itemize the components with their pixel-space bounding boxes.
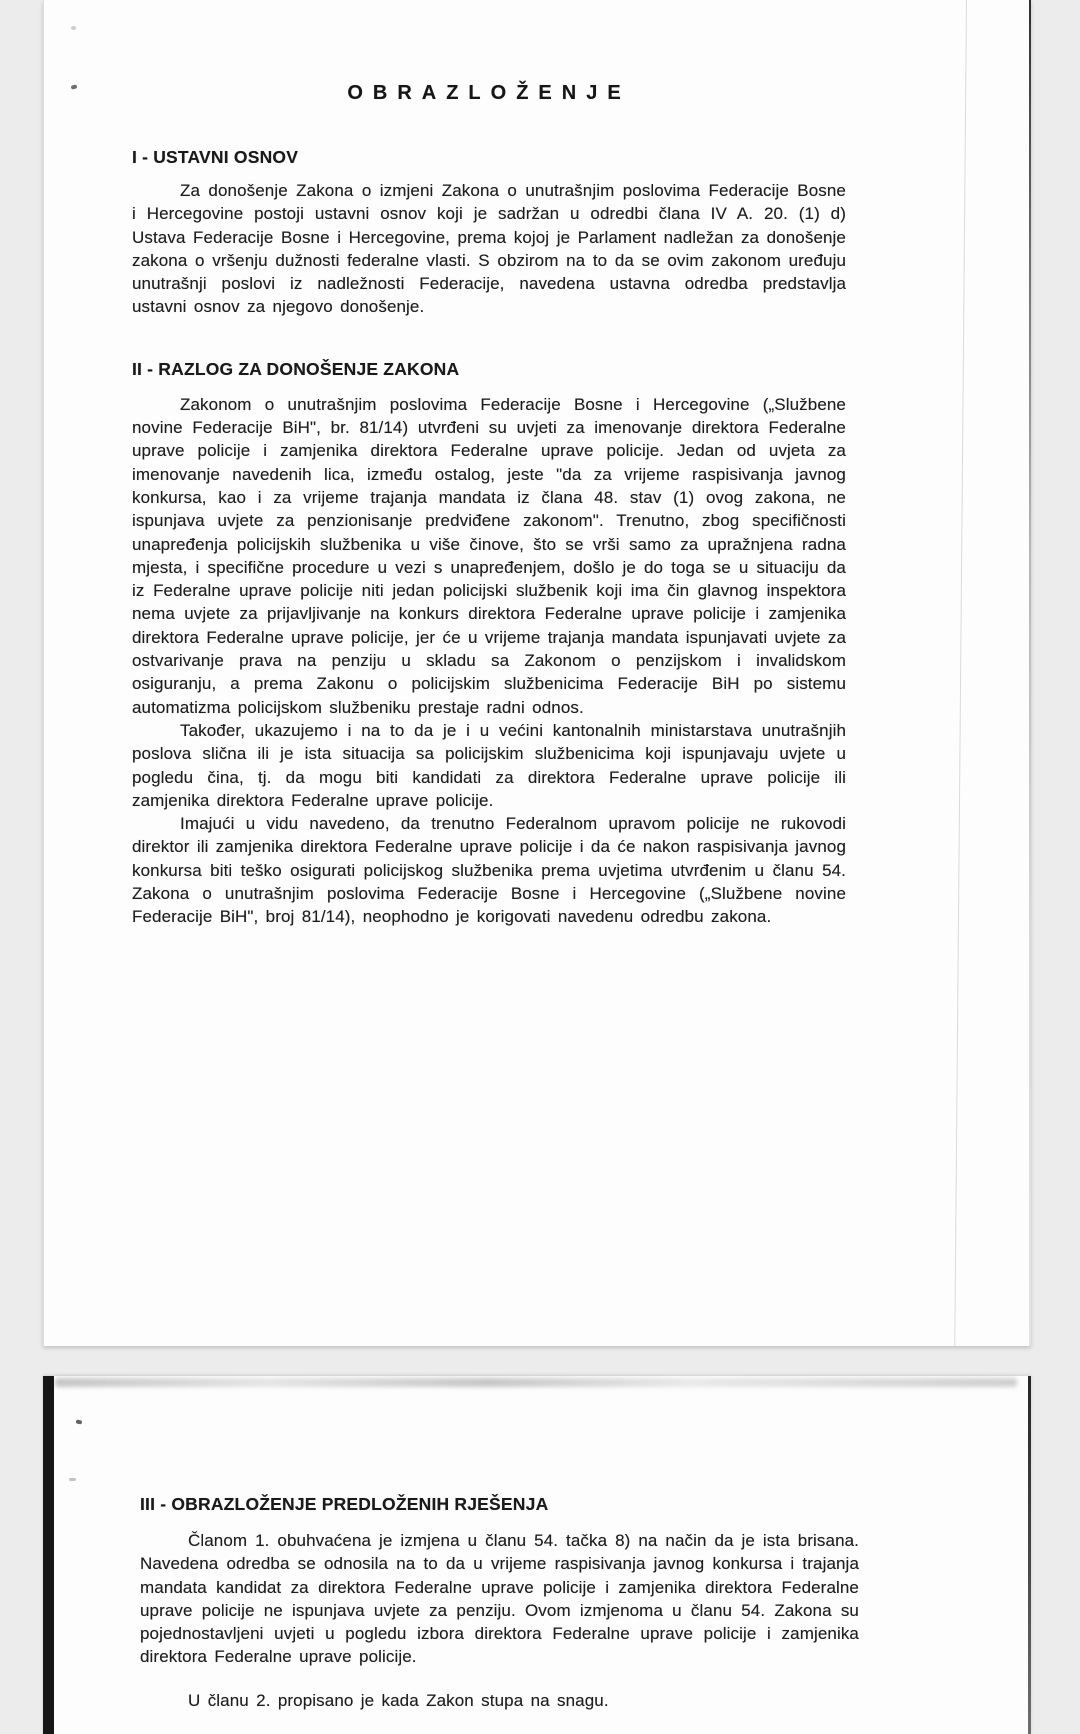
section-heading-razlog-za-donosenje: II - RAZLOG ZA DONOŠENJE ZAKONA — [132, 358, 460, 379]
page-1-content — [44, 82, 1031, 1428]
section-heading-ustavni-osnov: I - USTAVNI OSNOV — [132, 147, 299, 167]
scan-top-smudge — [55, 1378, 1017, 1387]
paragraph-clan-2: U članu 2. propisano je kada Zakon stupa na snagu. — [188, 1690, 609, 1710]
scan-artifact-speck — [76, 1420, 83, 1425]
paragraph-clan-1: Članom 1. obuhvaćena je izmjena u članu 54. tačka 8) na način da je ista brisana. Navedena odredba se odnosila na to da u vrijeme raspisivanja javnog konkursa i trajanja mandata kandidat za direktora Federalne uprave policije i zamjenika direktora Federalne uprave policije ne ispunjava uvjete za penziju. Ovom izmjenoma u članu 54. Zakona su pojednostavljeni uvjeti u pogledu izbora direktora Federalne uprave policije i zamjenika direktora Federalne uprave policije. — [140, 1531, 859, 1667]
document-title: OBRAZLOŽENJE — [347, 82, 631, 104]
paragraph-razlog-3: Imajući u vidu navedeno, da trenutno Federalnom upravom policije ne rukovodi direktor ili zamjenika direktora Federalne uprave policije i da će nakon raspisivanja javnog konkursa biti teško osigurati policijskog službenika prema uvjetima utvrđenim u članu 54. Zakona o unutrašnjim poslovima Federacije Bosne i Hercegovine („Službene novine Federacije BiH", broj 81/14), neophodno je korigovati navedenu odredbu zakona. — [132, 814, 846, 927]
scan-artifact-speck — [69, 1478, 76, 1481]
document-page-1 — [43, 0, 1031, 1346]
document-page-2 — [43, 1376, 1031, 1734]
paragraph-razlog-2: Također, ukazujemo i na to da je i u većini kantonalnih ministarstava unutrašnjih poslova slična ili je ista situacija sa policijskim službenicima koji ispunjavaju uvjete u pogledu čina, tj. da mogu biti kandidati za direktora Federalne uprave policije ili zamjenika direktora Federalne uprave policije. — [132, 720, 846, 810]
paragraph-razlog-1: Zakonom o unutrašnjim poslovima Federacije Bosne i Hercegovine („Službene novine Federacije BiH", br. 81/14) utvrđeni su uvjeti za imenovanje direktora Federalne uprave policije i zamjenika direktora Federalne uprave policije. Jedan od uvjeta za imenovanje navedenih lica, između ostalog, jeste "da za vrijeme raspisivanja javnog konkursa, kao i za vrijeme trajanja mandata iz člana 48. stav (1) ovog zakona, ne ispunjava uvjete za penzionisanje predviđene zakonom". Trenutno, zbog specifičnosti unapređenja policijskih službenika u više činove, što se vrši samo za upražnjena radna mjesta, i specifične procedure u vezi s unapređenjem, došlo je do toga se u situaciju da iz Federalne uprave policije niti jedan policijski službenik koji ima čin glavnog inspektora nema uvjete za prijavljivanje na konkurs direktora Federalne uprave policije i zamjenika direktora Federalne uprave policije, jer će u vrijeme trajanja mandata ispunjavati uvjete za ostvarivanje prava na penziju u skladu sa Zakonom o penzijskom i invalidskom osiguranju, a prema Zakonu o policijskim službenicima Federacije BiH po sistemu automatizma policijskom službeniku prestaje radni odnos. — [132, 394, 846, 717]
section-heading-obrazlozenje-rjesenja: III - OBRAZLOŽENJE PREDLOŽENIH RJEŠENJA — [140, 1494, 549, 1514]
paragraph-ustavni-osnov: Za donošenje Zakona o izmjeni Zakona o unutrašnjim poslovima Federacije Bosne i Hercegovine postoji ustavni osnov koji je sadržan u odredbi člana IV A. 20. (1) d) Ustava Federacije Bosne i Hercegovine, prema kojoj je Parlament nadležan za donošenje zakona o vršenju dužnosti federalne vlasti. S obzirom na to da se ovim zakonom uređuju unutrašnji poslovi iz nadležnosti Federacije, navedena ustavna odredba predstavlja ustavni osnov za njegovo donošenje. — [132, 181, 846, 317]
scan-artifact-speck — [71, 26, 76, 30]
page-2-content — [43, 1494, 1031, 1734]
